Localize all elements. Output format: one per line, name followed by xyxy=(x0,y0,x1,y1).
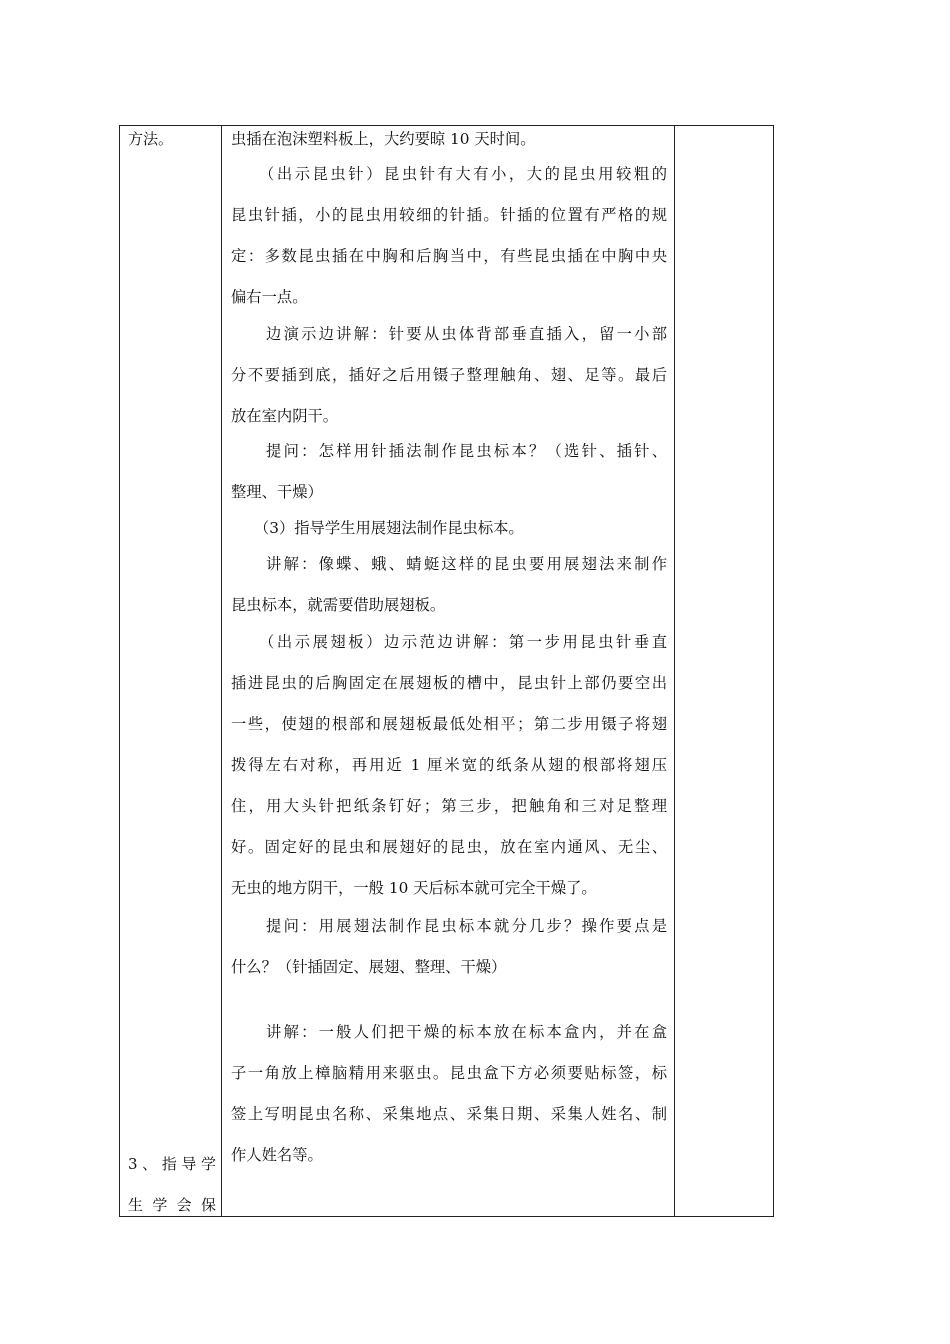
text-line: （出示昆虫针）昆虫针有大有小，大的昆虫用较粗的 xyxy=(231,165,667,183)
text-line: 作人姓名等。 xyxy=(231,1146,323,1164)
paragraph xyxy=(231,154,667,318)
step-line: 3、指导学 xyxy=(128,1155,216,1173)
text-line: 子一角放上樟脑精用来驱虫。昆虫盒下方必须要贴标签，标 xyxy=(231,1064,667,1082)
paragraph xyxy=(231,1012,667,1176)
text-line: 拨得左右对称，再用近 1 厘米宽的纸条从翅的根部将翅压 xyxy=(231,756,667,774)
text-line: 整理、干燥） xyxy=(231,483,323,501)
paragraph xyxy=(231,431,667,513)
step-text-top: 方法。 xyxy=(128,130,174,148)
paragraph xyxy=(231,906,667,988)
text-line: 昆虫针插，小的昆虫用较细的针插。针插的位置有严格的规 xyxy=(231,206,667,224)
step-line: 生 学 会 保 xyxy=(128,1196,216,1214)
text-line: （3）指导学生用展翅法制作昆虫标本。 xyxy=(231,519,524,537)
text-line: 提问：用展翅法制作昆虫标本就分几步？操作要点是 xyxy=(231,917,667,935)
column-divider xyxy=(674,126,675,1216)
text-line: 无虫的地方阴干，一般 10 天后标本就可完全干燥了。 xyxy=(231,879,597,897)
text-line: 分不要插到底，插好之后用镊子整理触角、翅、足等。最后 xyxy=(231,366,667,384)
text-line: 插进昆虫的后胸固定在展翅板的槽中，昆虫针上部仍要空出 xyxy=(231,674,667,692)
text-line: 讲解：一般人们把干燥的标本放在标本盒内，并在盒 xyxy=(231,1023,667,1041)
text-line: 住，用大头针把纸条钉好；第三步，把触角和三对足整理 xyxy=(231,797,667,815)
step-text-bottom xyxy=(128,1144,216,1226)
lesson-table xyxy=(119,125,774,1217)
text-line: 签上写明昆虫名称、采集地点、采集日期、采集人姓名、制 xyxy=(231,1105,667,1123)
column-divider xyxy=(221,126,222,1216)
text-line: 提问：怎样用针插法制作昆虫标本？（选针、插针、 xyxy=(231,442,667,460)
text-line: 昆虫标本，就需要借助展翅板。 xyxy=(231,596,446,614)
text-line: 什么？（针插固定、展翅、整理、干燥） xyxy=(231,958,507,976)
text-line: 放在室内阴干。 xyxy=(231,407,339,425)
paragraph xyxy=(231,314,667,437)
text-line: 定：多数昆虫插在中胸和后胸当中，有些昆虫插在中胸中央 xyxy=(231,247,667,265)
text-line: 虫插在泡沫塑料板上，大约要晾 10 天时间。 xyxy=(231,130,536,148)
text-line: 一些，使翅的根部和展翅板最低处相平；第二步用镊子将翅 xyxy=(231,715,667,733)
text-line: 偏右一点。 xyxy=(231,288,308,306)
text-line: 边演示边讲解：针要从虫体背部垂直插入，留一小部 xyxy=(231,325,667,343)
paragraph xyxy=(231,622,667,909)
text-line: 好。固定好的昆虫和展翅好的昆虫，放在室内通风、无尘、 xyxy=(231,838,667,856)
paragraph xyxy=(231,544,667,626)
paragraph xyxy=(231,508,667,549)
text-line: 讲解：像蝶、蛾、蜻蜓这样的昆虫要用展翅法来制作 xyxy=(231,555,667,573)
text-line: （出示展翅板）边示范边讲解：第一步用昆虫针垂直 xyxy=(231,633,667,651)
